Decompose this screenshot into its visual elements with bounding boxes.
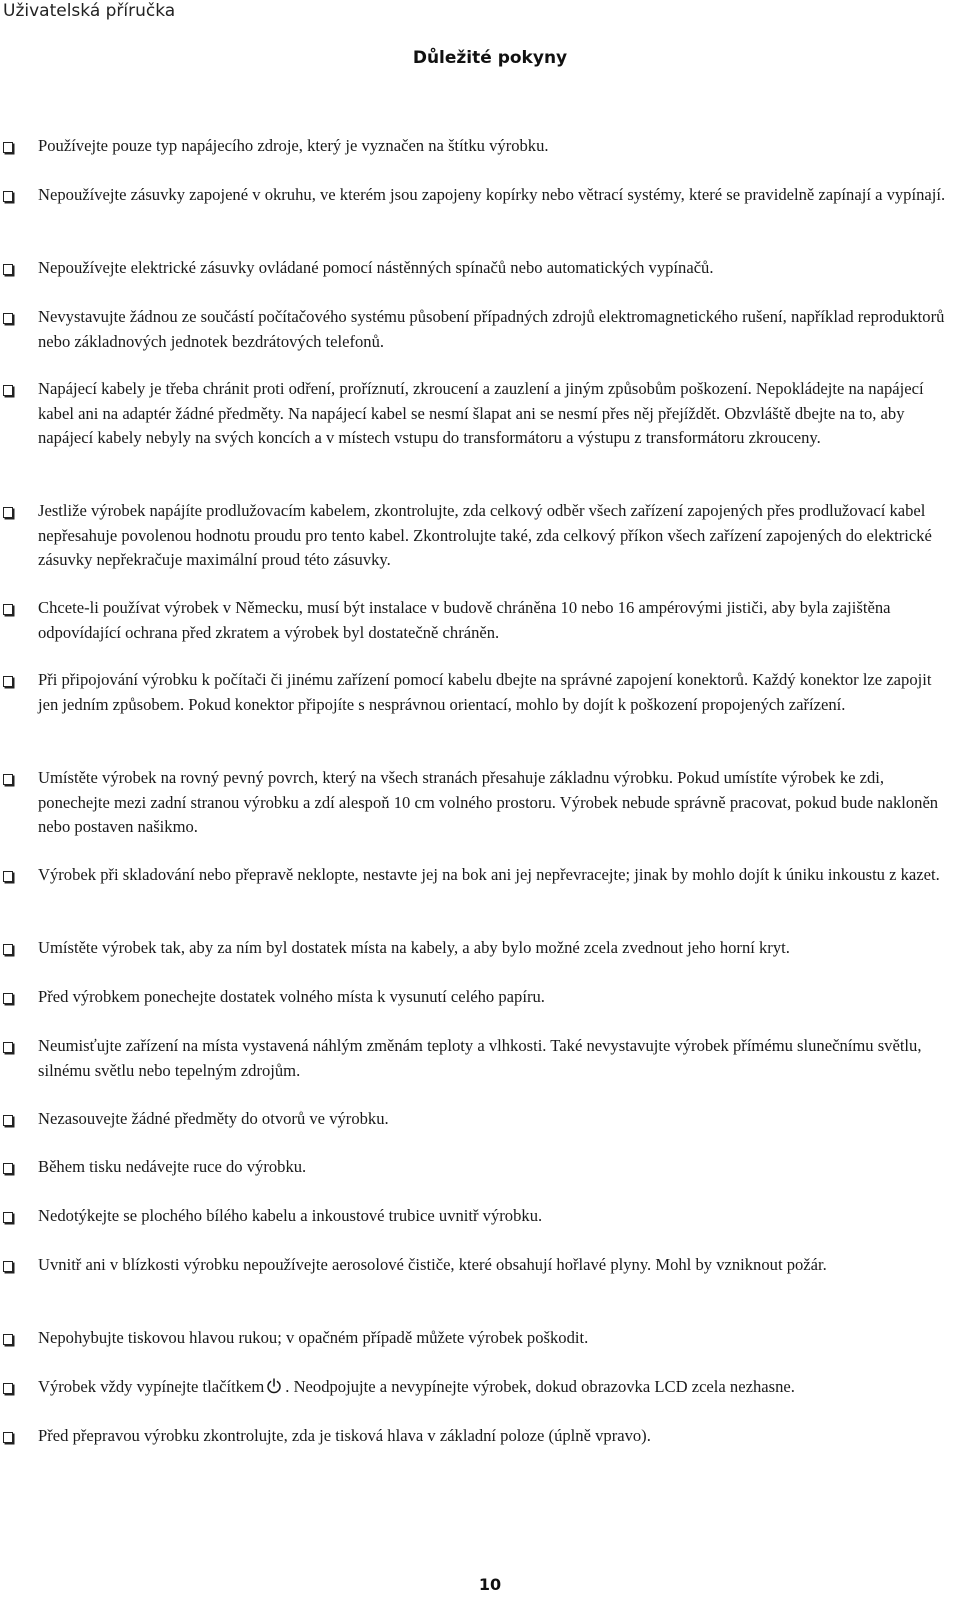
checkbox-bullet-icon — [3, 264, 13, 275]
checkbox-bullet-icon — [3, 944, 13, 955]
checkbox-bullet-icon — [3, 1383, 13, 1394]
document-page: Uživatelská příručka Důležité pokyny Používejte pouze typ napájecího zdroje, který je vyznačen na štítku výrobku. Nepoužívejte zásuvky zapojené v okruhu, ve kterém jsou zapojeny kopírky nebo větrací systémy, které se pravidelně zapínají a vypínají. Nepoužívejte elektrické zásuvky ovládané pomocí nástěnných spínačů nebo automatických vypínačů. Nevystavujte žádnou ze součástí počítačového systému působení případných zdrojů elektromagnetického rušení, například reproduktorů nebo základnových jednotek bezdrátových telefonů. Napájecí kabely je třeba chránit proti odření, proříznutí, zkroucení a zauzlení a jiným způsobům poškození. Nepokládejte na napájecí kabel ani na adaptér žádné předměty. Na napájecí kabel se nesmí šlapat ani se nesmí přes něj přejíždět. Obzvláště dbejte na to, aby napájecí kabely nebyly na svých koncích a v místech vstupu do transformátoru a výstupu z transformátoru zkrouceny. Jestliže výrobek napájíte prodlužovacím kabelem, zkontrolujte, zda celkový odběr všech zařízení zapojených přes prodlužovací kabel nepřesahuje povolenou hodnotu proudu pro tento kabel. Zkontrolujte také, zda celkový příkon všech zařízení zapojených do elektrické zásuvky nepřekračuje maximální proud této zásuvky. Chcete-li používat výrobek v Německu, musí být instalace v budově chráněna 10 nebo 16 ampérovými jističi, aby byla zajištěna odpovídající ochrana před zkratem a výrobek byl dostatečně chráněn. Při připojování výrobku k počítači či jinému zařízení pomocí kabelu dbejte na správné zapojení konektorů. Každý konektor lze zapojit jen jedním způsobem. Pokud konektor připojíte s nesprávnou orientací, mohlo by dojít k poškození propojených zařízení. Umístěte výrobek na rovný pevný povrch, který na všech stranách přesahuje základnu výrobku. Pokud umístíte výrobek ke zdi, ponechejte mezi zadní stranou výrobku a zdí alespoň 10 cm volného prostoru. Výrobek nebude správně pracovat, pokud bude nakloněn nebo postaven našikmo. Výrobek při skladování nebo přepravě neklopte, nestavte jej na bok ani jej nepřevracejte; jinak by mohlo dojít k úniku inkoustu z kazet. Umístěte výrobek tak, aby za ním byl dostatek místa na kabely, a aby bylo možné zcela zvednout jeho horní kryt. Před výrobkem ponechejte dostatek volného místa k vysunutí celého papíru. Neumisťujte zařízení na místa vystavená náhlým změnám teploty a vlhkosti. Také nevystavujte výrobek přímému slunečnímu světlu, silnému světlu nebo tepelným zdrojům. Nezasouvejte žádné předměty do otvorů ve výrobku. Během tisku nedávejte ruce do výrobku. Nedotýkejte se plochého bílého kabelu a inkoustové trubice uvnitř výrobku. Uvnitř ani v blízkosti výrobku nepoužívejte aerosolové čističe, které obsahují hořlavé plyny. Mohl by vzniknout požár. Nepohybujte tiskovou hlavou rukou; v opačném případě můžete výrobek poškodit. Výrobek vždy vypínejte tlačítkem . Neodpojujte a nevypínejte výrobek, dokud obrazovka LCD zcela nezhasne. Před přepravou výrobku zkontrolujte, zda je tisková hlava v základní poloze (úplně vpravo). 10 — [0, 0, 960, 1600]
checkbox-bullet-icon — [3, 1042, 13, 1053]
checkbox-bullet-icon — [3, 604, 13, 615]
checkbox-bullet-icon — [3, 191, 13, 202]
checkbox-bullet-icon — [3, 1212, 13, 1223]
power-item-text-before: Výrobek vždy vypínejte tlačítkem — [38, 1377, 265, 1396]
checkbox-bullet-icon — [3, 1334, 13, 1345]
checkbox-bullet-icon — [3, 1163, 13, 1174]
power-item-text-after: . Neodpojujte a nevypínejte výrobek, dokud obrazovka LCD zcela nezhasne. — [285, 1377, 795, 1396]
document-header-title: Uživatelská příručka — [3, 1, 176, 21]
page-number: 10 — [478, 1575, 502, 1594]
checkbox-bullet-icon — [3, 871, 13, 882]
power-icon — [266, 1378, 282, 1394]
checkbox-bullet-icon — [3, 1115, 13, 1126]
section-title: Důležité pokyny — [412, 48, 568, 68]
checkbox-bullet-icon — [3, 1432, 13, 1443]
checkbox-bullet-icon — [3, 1261, 13, 1272]
checkbox-bullet-icon — [3, 676, 13, 687]
checkbox-bullet-icon — [3, 507, 13, 518]
checkbox-bullet-icon — [3, 142, 13, 153]
checkbox-bullet-icon — [3, 774, 13, 785]
checkbox-bullet-icon — [3, 313, 13, 324]
checkbox-bullet-icon — [3, 993, 13, 1004]
checkbox-bullet-icon — [3, 385, 13, 396]
